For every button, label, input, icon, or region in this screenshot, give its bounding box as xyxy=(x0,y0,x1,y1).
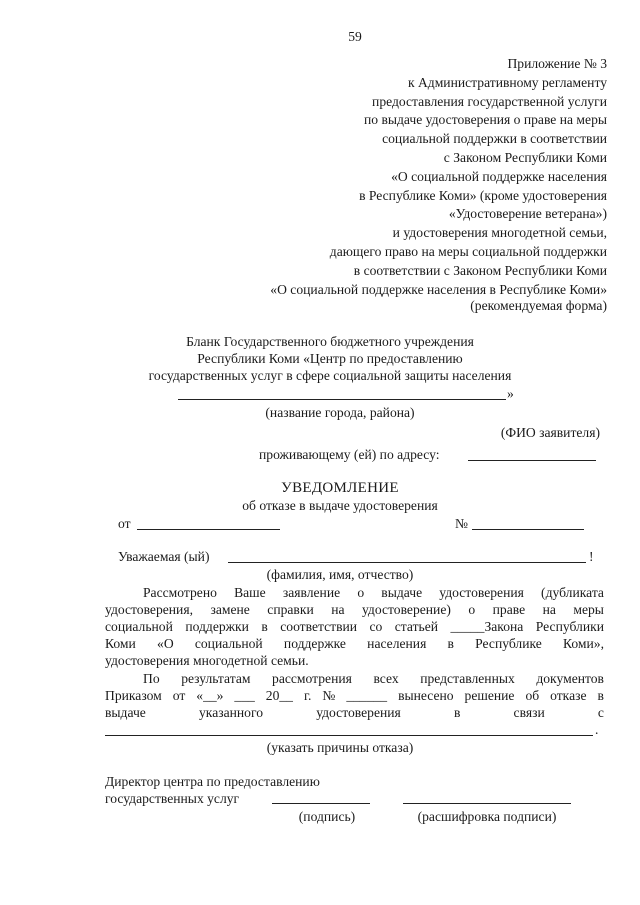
word: представленных xyxy=(420,671,515,686)
word: рассмотрения xyxy=(272,671,352,686)
word: удостоверения xyxy=(439,585,524,600)
word: на xyxy=(331,602,345,617)
blank-line-3: государственных услуг в сфере социальной защиты населения xyxy=(148,368,512,383)
word: на xyxy=(542,602,556,617)
salutation-label: Уважаемая (ый) xyxy=(118,549,210,564)
word: замене xyxy=(210,602,250,617)
appendix-line-6: с Законом Республики Коми xyxy=(443,150,607,165)
salutation-end: ! xyxy=(589,549,594,564)
appendix-line-10: и удостоверения многодетной семьи, xyxy=(392,225,607,241)
word: 20__ xyxy=(265,688,293,703)
word: статьей xyxy=(394,619,439,634)
para1-line-4 xyxy=(105,635,604,652)
word: «__» xyxy=(196,688,224,703)
word: _____Закона xyxy=(450,619,524,634)
word: в xyxy=(597,688,604,703)
reason-line-end: . xyxy=(595,722,599,737)
appendix-line-8: в Республике Коми» (кроме удостоверения xyxy=(359,187,607,203)
word: с xyxy=(597,705,604,720)
word: ___ xyxy=(234,688,255,703)
address-line xyxy=(468,460,596,461)
word: заявление xyxy=(282,585,341,600)
blank-line-2: Республики Коми «Центр по предоставлению xyxy=(197,351,463,366)
appendix-line-2: к Административному регламенту xyxy=(407,74,607,90)
appendix-line-4: по выдаче удостоверения о праве на меры xyxy=(363,112,607,128)
word: меры xyxy=(573,602,604,617)
word: удостоверения xyxy=(316,705,401,720)
word: Ваше xyxy=(234,585,266,600)
reason-caption: (указать причины отказа) xyxy=(266,740,414,755)
blank-quote-end: » xyxy=(507,386,514,401)
director-title-line-2: государственных услуг xyxy=(105,791,240,806)
word: Республике xyxy=(475,636,542,651)
appendix-line-11: дающего право на меры социальной поддержки xyxy=(329,244,607,259)
word: в xyxy=(453,705,461,720)
word: удостоверения, xyxy=(105,602,193,617)
word: Рассмотрено xyxy=(143,585,217,600)
word: документов xyxy=(536,671,604,686)
reason-line xyxy=(105,735,593,736)
from-label: от xyxy=(118,516,131,531)
word: о xyxy=(357,585,365,600)
para2-line-3 xyxy=(105,704,604,721)
word: справки xyxy=(267,602,314,617)
word: Приказом xyxy=(105,688,162,703)
word: всех xyxy=(373,671,399,686)
word: результатам xyxy=(181,671,251,686)
notice-subtitle: об отказе в выдаче удостоверения xyxy=(242,498,438,513)
city-caption: (название города, района) xyxy=(265,405,415,420)
director-title-line-1: Директор центра по предоставлению xyxy=(105,774,320,789)
word: г. xyxy=(303,688,312,703)
word: соответствии xyxy=(280,619,358,634)
applicant-caption: (ФИО заявителя) xyxy=(500,425,600,440)
appendix-line-1: Приложение № 3 xyxy=(507,56,607,71)
appendix-line-13: «О социальной поддержке населения в Республике Коми» xyxy=(270,281,607,297)
para1-line-3 xyxy=(105,618,604,635)
para2-line-2 xyxy=(105,687,604,704)
blank-underline xyxy=(178,399,506,400)
word: поддержке xyxy=(283,636,346,651)
word: решение xyxy=(464,688,515,703)
word: населения xyxy=(367,636,427,651)
form-note: (рекомендуемая форма) xyxy=(470,298,607,313)
blank-line-1: Бланк Государственного бюджетного учреждения xyxy=(186,334,474,349)
salutation-line xyxy=(228,562,586,563)
signature-decode-line xyxy=(403,803,571,804)
word: отказе xyxy=(550,688,587,703)
appendix-line-3: предоставления государственной услуги xyxy=(372,93,607,109)
appendix-line-5: социальной поддержки в соответствии xyxy=(382,131,607,147)
signature-line xyxy=(272,803,370,804)
appendix-line-7: «О социальной поддержке населения xyxy=(391,168,607,184)
word: ______ xyxy=(346,688,388,703)
word: поддержки xyxy=(185,619,249,634)
address-label: проживающему (ей) по адресу: xyxy=(259,447,440,462)
word: связи xyxy=(513,705,545,720)
word: Республики xyxy=(535,619,604,634)
word: удостоверение) xyxy=(361,602,451,617)
word: в xyxy=(261,619,268,634)
page-number: 59 xyxy=(348,29,362,44)
word: Коми xyxy=(105,636,136,651)
para1-line-1 xyxy=(143,584,604,601)
salutation-caption: (фамилия, имя, отчество) xyxy=(266,567,414,582)
word: в xyxy=(447,636,454,651)
signature-caption: (подпись) xyxy=(298,809,356,824)
from-line xyxy=(137,529,280,530)
notice-title: УВЕДОМЛЕНИЕ xyxy=(281,480,399,496)
signature-decode-caption: (расшифровка подписи) xyxy=(417,809,557,824)
para1-line-5: удостоверения многодетной семьи. xyxy=(105,653,309,668)
appendix-line-12: в соответствии с Законом Республики Коми xyxy=(353,262,607,278)
word: праве xyxy=(492,602,526,617)
word: По xyxy=(143,671,160,686)
number-line xyxy=(472,529,584,530)
para2-line-1 xyxy=(143,670,604,687)
para1-line-2 xyxy=(105,601,604,618)
number-label: № xyxy=(455,516,468,531)
word: «О xyxy=(157,636,174,651)
word: со xyxy=(369,619,383,634)
word: вынесено xyxy=(398,688,454,703)
word: об xyxy=(525,688,540,703)
word: выдаче xyxy=(381,585,423,600)
word: от xyxy=(172,688,186,703)
word: социальной xyxy=(194,636,263,651)
word: социальной xyxy=(105,619,173,634)
word: (дубликата xyxy=(541,585,604,600)
word: Коми», xyxy=(563,636,604,651)
word: о xyxy=(468,602,476,617)
word: выдаче xyxy=(105,705,146,720)
word: № xyxy=(322,688,336,703)
word: указанного xyxy=(199,705,264,720)
appendix-line-9: «Удостоверение ветерана») xyxy=(448,206,607,222)
